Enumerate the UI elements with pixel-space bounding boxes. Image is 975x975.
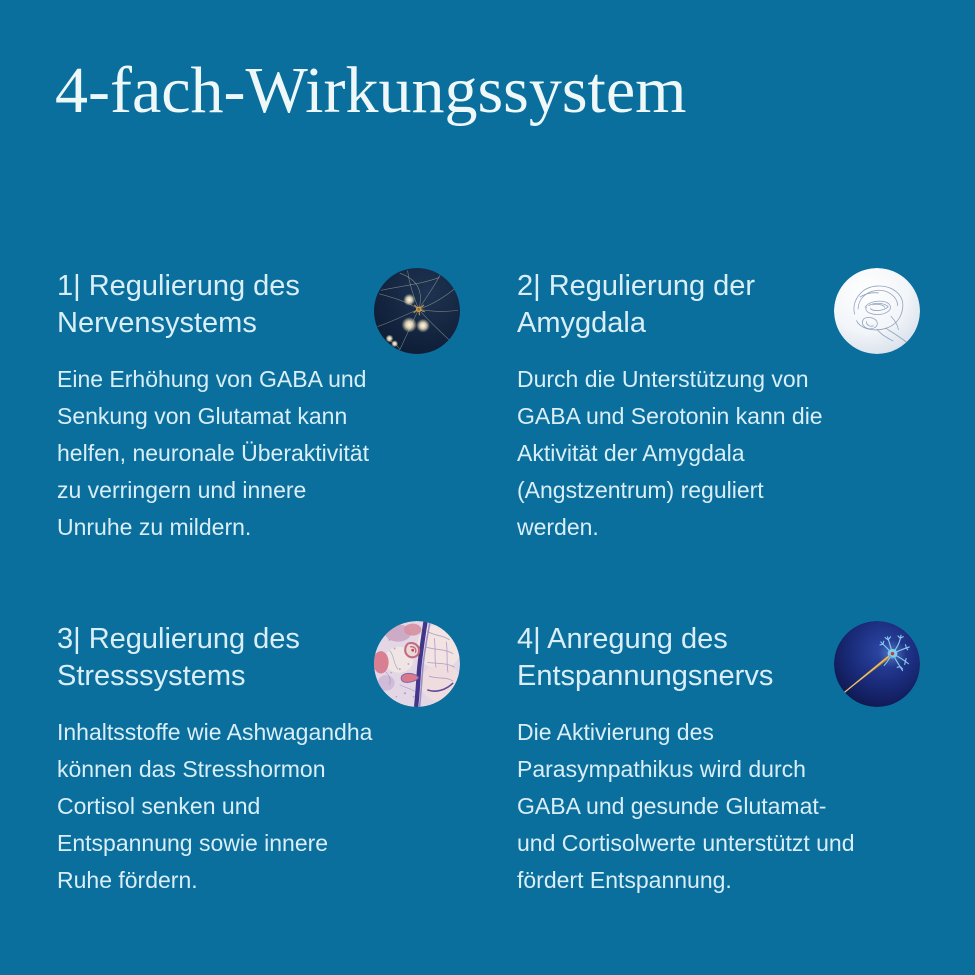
heading-line-1: 2| Regulierung der bbox=[517, 270, 756, 302]
neuron-illustration-sphere bbox=[834, 621, 920, 707]
body-line: Ruhe fördern. bbox=[57, 867, 198, 893]
heading-line-1: 3| Regulierung des bbox=[57, 623, 300, 655]
body-line: zu verringern und innere bbox=[57, 477, 307, 503]
glowing-neuron-photo bbox=[374, 268, 460, 354]
body-line: Die Aktivierung des bbox=[517, 719, 714, 745]
heading-line-2: Nervensystems bbox=[57, 307, 257, 339]
heading-line-1: 1| Regulierung des bbox=[57, 270, 300, 302]
section-heading bbox=[57, 621, 374, 695]
brain-sketch-sphere bbox=[834, 268, 920, 354]
body-line: werden. bbox=[517, 514, 599, 540]
section-body bbox=[57, 361, 460, 546]
body-line: Unruhe zu mildern. bbox=[57, 514, 252, 540]
page-title: 4-fach-Wirkungssystem bbox=[55, 54, 687, 127]
body-line: Parasympathikus wird durch bbox=[517, 756, 806, 782]
body-line: Senkung von Glutamat kann bbox=[57, 403, 348, 429]
section-header bbox=[57, 268, 460, 354]
section-stresssystem bbox=[57, 621, 460, 899]
heading-line-2: Stresssystems bbox=[57, 660, 246, 692]
body-line: fördert Entspannung. bbox=[517, 867, 732, 893]
body-line: Durch die Unterstützung von bbox=[517, 366, 809, 392]
body-line: GABA und Serotonin kann die bbox=[517, 403, 823, 429]
body-line: Aktivität der Amygdala bbox=[517, 440, 745, 466]
section-heading bbox=[517, 621, 834, 695]
tissue-histology-svg bbox=[374, 621, 460, 707]
heading-line-2: Entspannungsnervs bbox=[517, 660, 774, 692]
section-header bbox=[517, 621, 920, 707]
section-body bbox=[517, 361, 920, 546]
section-amygdala bbox=[517, 268, 920, 546]
section-body bbox=[517, 714, 920, 899]
body-line: Eine Erhöhung von GABA und bbox=[57, 366, 367, 392]
section-header bbox=[57, 621, 460, 707]
body-line: und Cortisolwerte unterstützt und bbox=[517, 830, 855, 856]
body-line: GABA und gesunde Glutamat- bbox=[517, 793, 827, 819]
body-line: Cortisol senken und bbox=[57, 793, 261, 819]
section-body bbox=[57, 714, 460, 899]
body-line: Entspannung sowie innere bbox=[57, 830, 329, 856]
glowing-neuron-photo-svg bbox=[374, 268, 460, 354]
body-line: können das Stresshormon bbox=[57, 756, 326, 782]
heading-line-1: 4| Anregung des bbox=[517, 623, 728, 655]
section-header bbox=[517, 268, 920, 354]
body-line: Inhaltsstoffe wie Ashwagandha bbox=[57, 719, 373, 745]
section-nervensystem bbox=[57, 268, 460, 546]
body-line: helfen, neuronale Überaktivität bbox=[57, 440, 369, 466]
tissue-histology-photo bbox=[374, 621, 460, 707]
section-heading bbox=[57, 268, 374, 342]
body-line: (Angstzentrum) reguliert bbox=[517, 477, 764, 503]
neuron-illustration-svg bbox=[834, 621, 920, 707]
section-entspannungsnerv bbox=[517, 621, 920, 899]
brain-sketch-svg bbox=[834, 268, 920, 354]
section-heading bbox=[517, 268, 834, 342]
heading-line-2: Amygdala bbox=[517, 307, 646, 339]
